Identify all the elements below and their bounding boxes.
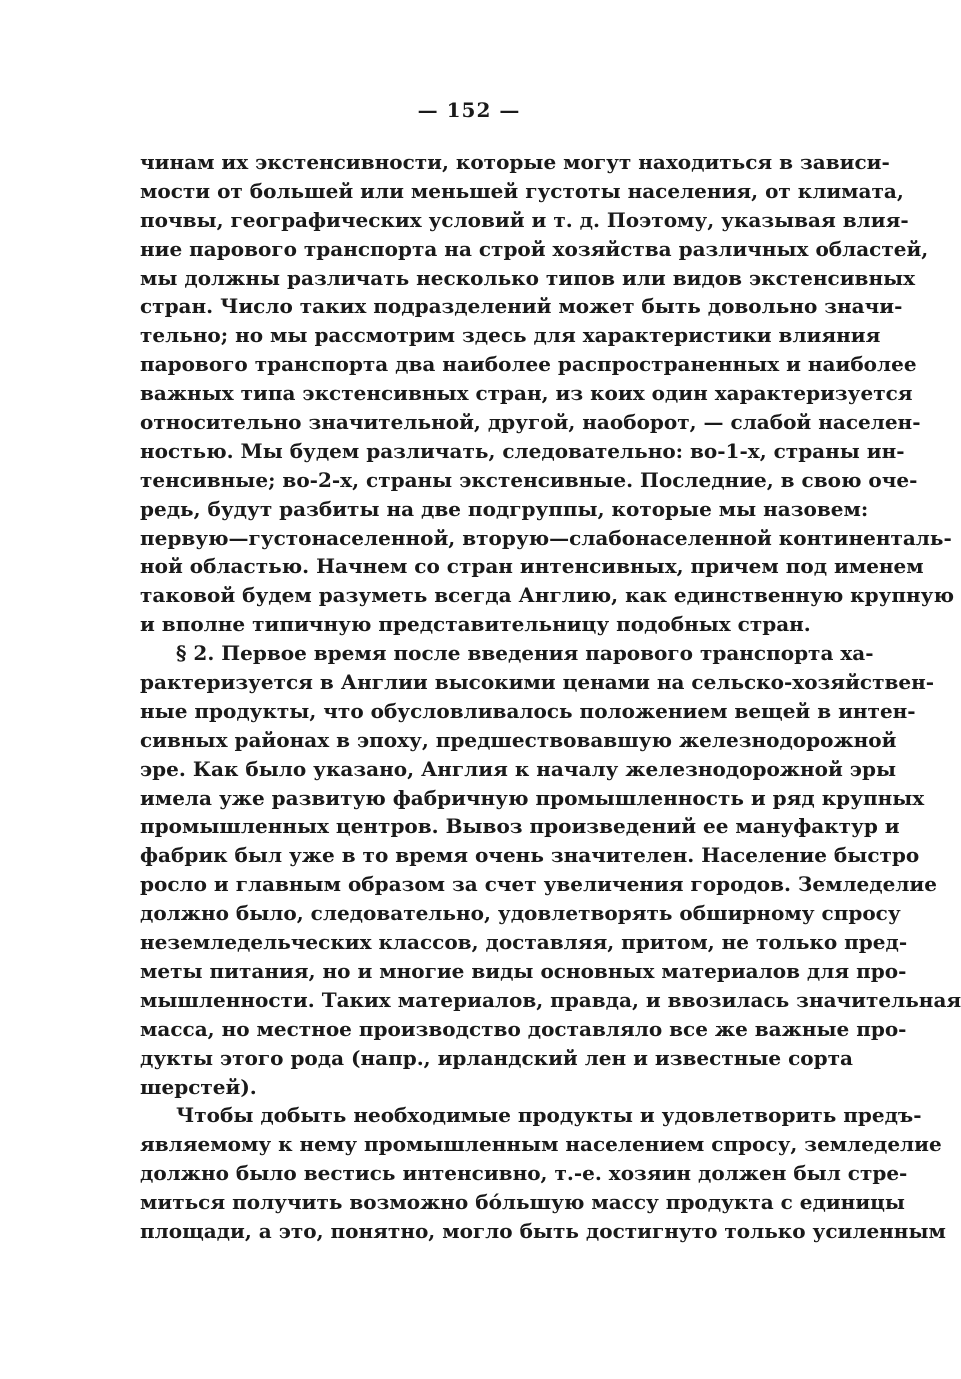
text-line: имела уже развитую фабричную промышленность и ряд крупных <box>140 785 925 810</box>
text-line: ной областью. Начнем со стран интенсивных, причем под именем <box>140 554 924 579</box>
text-line: масса, но местное производство доставляло все же важные про- <box>140 1016 907 1041</box>
text-line: § 2. Первое время после введения парового транспорта ха- <box>176 641 874 666</box>
text-line: эре. Как было указано, Англия к началу железнодорожной эры <box>140 756 896 781</box>
text-line: тенсивные; во-2-х, страны экстенсивные. Последние, в свою оче- <box>140 467 918 492</box>
text-line: мышленности. Таких материалов, правда, и ввозилась значительная <box>140 987 961 1012</box>
text-line: таковой будем разуметь всегда Англию, как единственную крупную <box>140 583 954 608</box>
text-line: парового транспорта два наиболее распространенных и наиболее <box>140 352 917 377</box>
text-line: чинам их экстенсивности, которые могут находиться в зависи- <box>140 150 890 174</box>
text-line: рактеризуется в Англии высокими ценами на сельско-хозяйствен- <box>140 670 935 695</box>
text-line: ностью. Мы будем различать, следовательно: во-1-х, страны ин- <box>140 438 905 463</box>
text-line: и вполне типичную представительницу подобных стран. <box>140 612 811 637</box>
text-line: являемому к нему промышленным населением спросу, земледелие <box>140 1132 942 1157</box>
text-line: важных типа экстенсивных стран, из коих один характеризуется <box>140 381 913 406</box>
page-number: — 152 — <box>417 98 521 122</box>
text-line: относительно значительной, другой, наоборот, — слабой населен- <box>140 410 921 435</box>
text-line: первую—густонаселенной, вторую—слабонаселенной континенталь- <box>140 525 952 550</box>
text-line: Чтобы добыть необходимые продукты и удовлетворить предъ- <box>176 1103 922 1128</box>
text-line: должно было, следовательно, удовлетворять обширному спросу <box>140 901 901 926</box>
text-line: мости от большей или меньшей густоты населения, от климата, <box>140 178 904 203</box>
text-line: росло и главным образом за счет увеличения городов. Земледелие <box>140 872 937 897</box>
body-text <box>140 148 961 1246</box>
text-line: редь, будут разбиты на две подгруппы, которые мы назовем: <box>140 496 869 521</box>
text-line: должно было вестись интенсивно, т.-е. хозяин должен был стре- <box>140 1161 908 1186</box>
text-line: ние парового транспорта на строй хозяйства различных областей, <box>140 236 929 261</box>
text-line: мы должны различать несколько типов или видов экстенсивных <box>140 265 916 290</box>
text-line: миться получить возможно бо́льшую массу продукта с единицы <box>140 1190 905 1215</box>
text-line: шерстей). <box>140 1074 257 1099</box>
text-line: сивных районах в эпоху, предшествовавшую железнодорожной <box>140 727 897 752</box>
text-line: ные продукты, что обусловливалось положением вещей в интен- <box>140 698 916 723</box>
text-line: фабрик был уже в то время очень значителен. Население быстро <box>140 843 920 868</box>
text-line: неземледельческих классов, доставляя, притом, не только пред- <box>140 930 908 955</box>
text-line: промышленных центров. Вывоз произведений ее мануфактур и <box>140 814 900 839</box>
text-line: тельно; но мы рассмотрим здесь для характеристики влияния <box>140 323 881 348</box>
text-line: площади, а это, понятно, могло быть достигнуто только усиленным <box>140 1218 946 1243</box>
text-line: дукты этого рода (напр., ирландский лен и известные сорта <box>140 1045 853 1070</box>
text-line: меты питания, но и многие виды основных материалов для про- <box>140 958 907 983</box>
text-line: почвы, географических условий и т. д. Поэтому, указывая влия- <box>140 207 909 232</box>
text-line: стран. Число таких подразделений может быть довольно значи- <box>140 294 903 319</box>
